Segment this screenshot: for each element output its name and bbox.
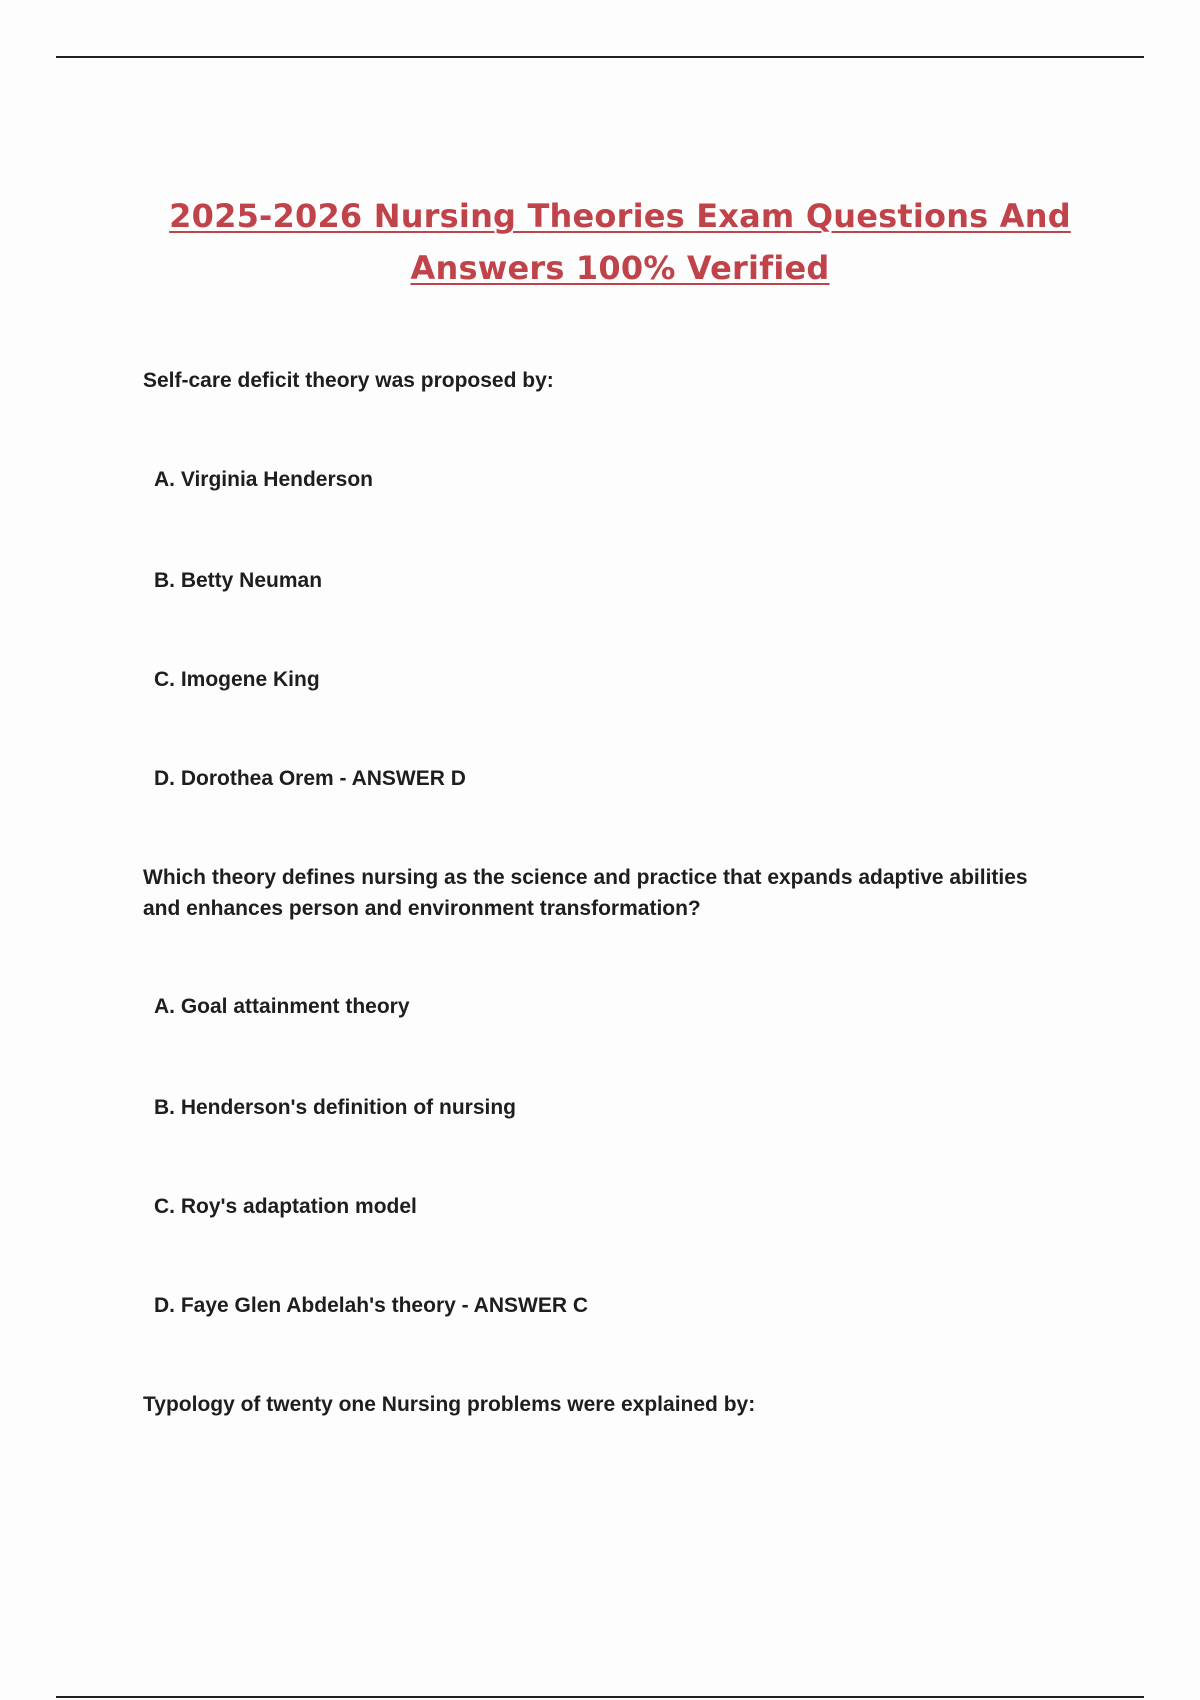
question-1-prompt: Self-care deficit theory was proposed by: (143, 369, 554, 392)
question-1-option-d: D. Dorothea Orem - ANSWER D (154, 767, 466, 790)
question-2-option-c: C. Roy's adaptation model (154, 1195, 417, 1218)
question-2-option-a: A. Goal attainment theory (154, 995, 410, 1018)
question-1-option-a: A. Virginia Henderson (154, 468, 373, 491)
page-title (160, 190, 1080, 294)
question-2-option-b: B. Henderson's definition of nursing (154, 1096, 516, 1119)
title-line-1: 2025-2026 Nursing Theories Exam Questions And (169, 197, 1071, 235)
question-2-prompt: Which theory defines nursing as the science and practice that expands adaptive abilities and enhances person and environment transformation? (143, 866, 1028, 920)
question-2-option-d: D. Faye Glen Abdelah's theory - ANSWER C (154, 1294, 589, 1317)
header-rule (56, 56, 1144, 58)
question-3-prompt: Typology of twenty one Nursing problems were explained by: (143, 1393, 756, 1416)
footer-rule (56, 1696, 1144, 1698)
question-1-option-b: B. Betty Neuman (154, 569, 323, 592)
question-1-option-c: C. Imogene King (154, 668, 320, 691)
title-line-2: Answers 100% Verified (410, 249, 830, 287)
